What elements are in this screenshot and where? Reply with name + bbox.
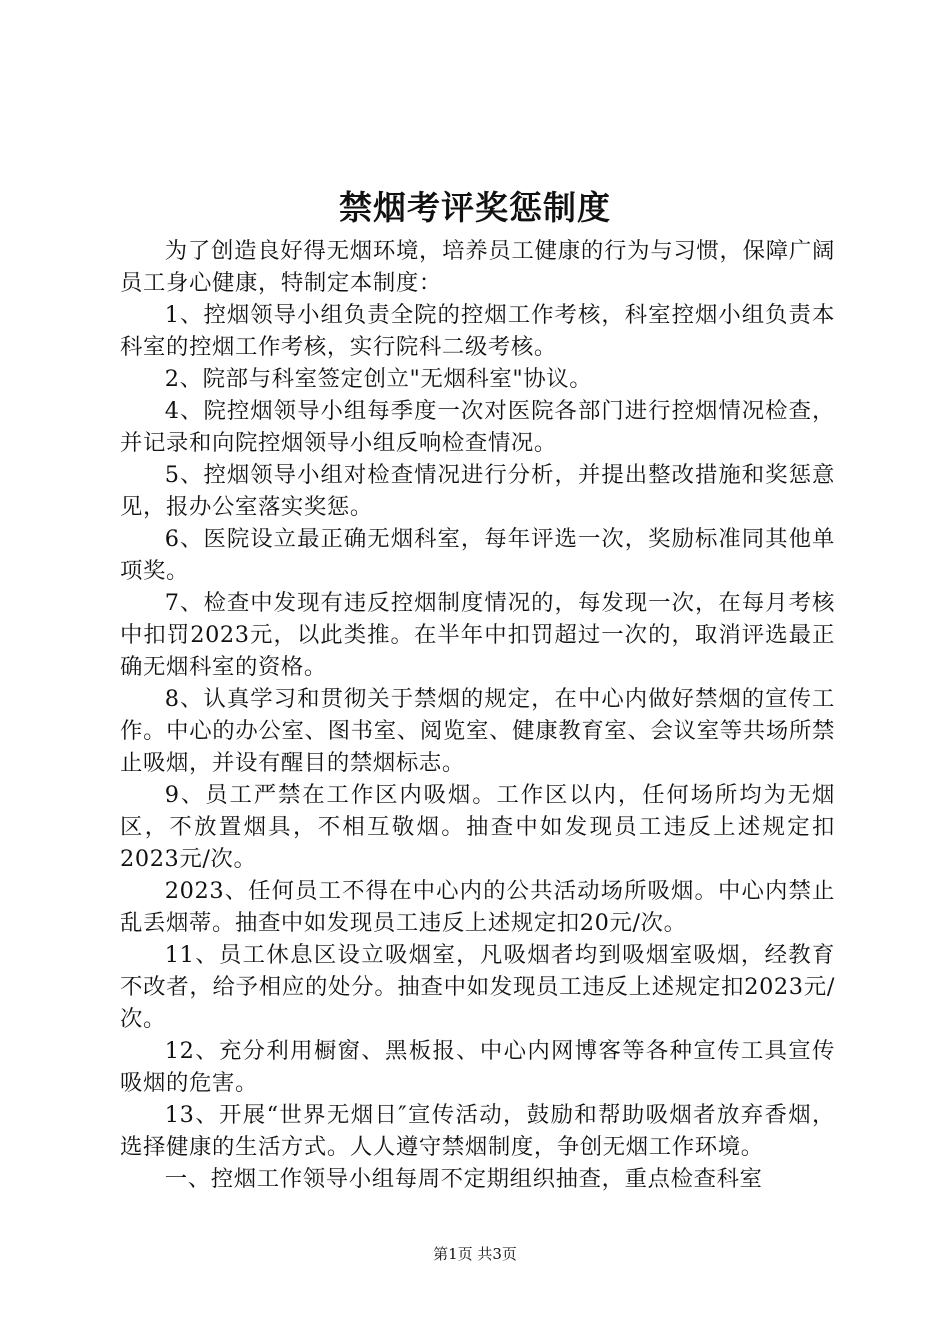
paragraph-item-9: 9、员工严禁在工作区内吸烟。工作区以内，任何场所均为无烟区，不放置烟具，不相互敬烟。抽查中如发现员工违反上述规定扣2023元/次。 bbox=[120, 782, 835, 872]
paragraph-intro: 为了创造良好得无烟环境，培养员工健康的行为与习惯，保障广阔员工身心健康，特制定本制度： bbox=[120, 238, 835, 296]
paragraph-item-12: 12、充分利用橱窗、黑板报、中心内网博客等各种宣传工具宣传吸烟的危害。 bbox=[120, 1038, 835, 1096]
document-body bbox=[120, 235, 835, 1195]
paragraph-item-6: 6、医院设立最正确无烟科室，每年评选一次，奖励标准同其他单项奖。 bbox=[120, 526, 835, 584]
paragraph-item-1: 1、控烟领导小组负责全院的控烟工作考核，科室控烟小组负责本科室的控烟工作考核，实行院科二级考核。 bbox=[120, 302, 835, 360]
paragraph-item-2: 2、院部与科室签定创立"无烟科室"协议。 bbox=[164, 366, 593, 392]
paragraph-item-13: 13、开展“世界无烟日″宣传活动，鼓励和帮助吸烟者放弃香烟，选择健康的生活方式。人人遵守禁烟制度，争创无烟工作环境。 bbox=[120, 1102, 835, 1160]
document-title: 禁烟考评奖惩制度 bbox=[339, 188, 611, 227]
paragraph-item-8: 8、认真学习和贯彻关于禁烟的规定，在中心内做好禁烟的宣传工作。中心的办公室、图书室、阅览室、健康教育室、会议室等共场所禁止吸烟，并设有醒目的禁烟标志。 bbox=[120, 686, 835, 776]
paragraph-item-11: 11、员工休息区设立吸烟室，凡吸烟者均到吸烟室吸烟，经教育不改者，给予相应的处分。抽查中如发现员工违反上述规定扣2023元/次。 bbox=[120, 942, 835, 1032]
paragraph-item-5: 5、控烟领导小组对检查情况进行分析，并提出整改措施和奖惩意见，报办公室落实奖惩。 bbox=[120, 462, 835, 520]
paragraph-item-7: 7、检查中发现有违反控烟制度情况的，每发现一次，在每月考核中扣罚2023元，以此类推。在半年中扣罚超过一次的，取消评选最正确无烟科室的资格。 bbox=[120, 590, 835, 680]
paragraph-item-4: 4、院控烟领导小组每季度一次对医院各部门进行控烟情况检查，并记录和向院控烟领导小组反响检查情况。 bbox=[120, 398, 835, 456]
page-number-footer: 第1页 共3页 bbox=[433, 1245, 517, 1263]
paragraph-section-1: 一、控烟工作领导小组每周不定期组织抽查，重点检查科室 bbox=[164, 1166, 763, 1192]
paragraph-item-10: 2023、任何员工不得在中心内的公共活动场所吸烟。中心内禁止乱丢烟蒂。抽查中如发现员工违反上述规定扣20元/次。 bbox=[120, 878, 835, 936]
